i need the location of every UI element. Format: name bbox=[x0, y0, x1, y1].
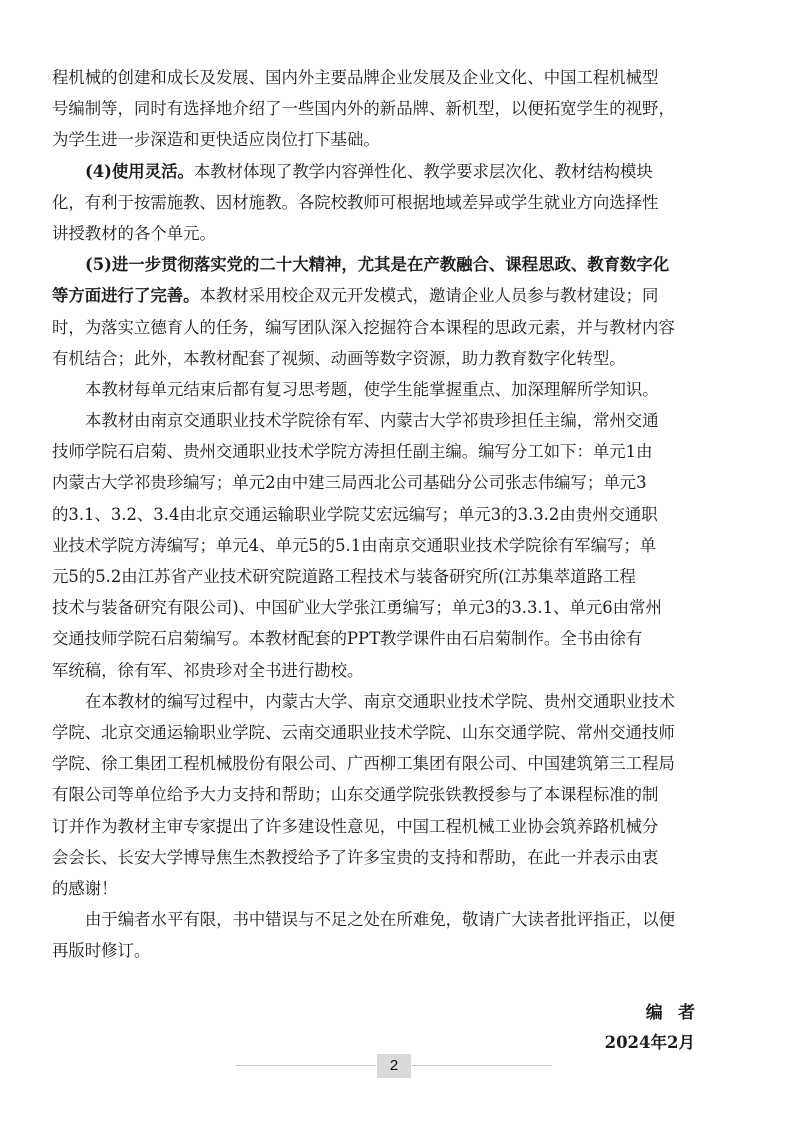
text-line: 会会长、长安大学博导焦生杰教授给予了许多宝贵的支持和帮助，在此一并表示由衷 bbox=[52, 847, 659, 867]
text-line: 元5的5.2由江苏省产业技术研究院道路工程技术与装备研究所(江苏集萃道路工程 bbox=[52, 567, 636, 586]
text-line: 订并作为教材主审专家提出了许多建设性意见，中国工程机械工业协会筑养路机械分 bbox=[52, 816, 659, 836]
text-line: 军统稿，徐有军、祁贵珍对全书进行勘校。 bbox=[52, 660, 364, 680]
text-line: 的3.1、3.2、3.4由北京交通运输职业学院艾宏远编写；单元3的3.3.2由贵州交通职 bbox=[52, 504, 658, 524]
signature-editor: 编者 bbox=[645, 1003, 711, 1023]
page-number: 2 bbox=[377, 1054, 411, 1078]
text-line: 技术与装备研究有限公司)、中国矿业大学张江勇编写；单元3的3.3.1、单元6由常州 bbox=[52, 598, 662, 618]
footer-rule-right bbox=[412, 1065, 552, 1066]
text-line: 时，为落实立德育人的任务，编写团队深入挖掘符合本课程的思政元素，并与教材内容 bbox=[52, 317, 675, 337]
body-text bbox=[52, 62, 742, 966]
text-line: 有机结合；此外，本教材配套了视频、动画等数字资源，助力教育数字化转型。 bbox=[52, 348, 626, 368]
text-line: 业技术学院方涛编写；单元4、单元5的5.1由南京交通职业技术学院徐有军编写；单 bbox=[52, 535, 657, 555]
page-footer bbox=[0, 1054, 790, 1078]
text-line: 学院、北京交通运输职业学院、云南交通职业技术学院、山东交通学院、常州交通技师 bbox=[52, 722, 675, 742]
text-line: 程机械的创建和成长及发展、国内外主要品牌企业发展及企业文化、中国工程机械型 bbox=[52, 68, 659, 87]
footer-rule-left bbox=[236, 1065, 376, 1066]
text-line: 由于编者水平有限，书中错误与不足之处在所难免，敬请广大读者批评指正，以便 bbox=[85, 910, 676, 930]
signature-block bbox=[604, 998, 711, 1058]
text-line: 为学生进一步深造和更快适应岗位打下基础。 bbox=[52, 130, 380, 150]
text-line: 等方面进行了完善。本教材采用校企双元开发模式，邀请企业人员参与教材建设；同 bbox=[52, 286, 659, 306]
text-line: (5)进一步贯彻落实党的二十大精神，尤其是在产教融合、课程思政、教育数字化 bbox=[85, 255, 670, 275]
text-line: 本教材由南京交通职业技术学院徐有军、内蒙古大学祁贵珍担任主编，常州交通 bbox=[85, 411, 659, 431]
text-line: 号编制等，同时有选择地介绍了一些国内外的新品牌、新机型，以便拓宽学生的视野， bbox=[52, 99, 675, 119]
signature-date: 2024年2月 bbox=[604, 1033, 695, 1052]
text-line: 学院、徐工集团工程机械股份有限公司、广西柳工集团有限公司、中国建筑第三工程局 bbox=[52, 754, 675, 774]
text-line: 再版时修订。 bbox=[52, 941, 151, 961]
text-line: 的感谢！ bbox=[52, 878, 118, 898]
text-line: (4)使用灵活。本教材体现了教学内容弹性化、教学要求层次化、教材结构模块 bbox=[85, 161, 653, 181]
text-line: 技师学院石启菊、贵州交通职业技术学院方涛担任副主编。编写分工如下：单元1由 bbox=[52, 442, 653, 462]
text-line: 化，有利于按需施教、因材施教。各院校教师可根据地域差异或学生就业方向选择性 bbox=[52, 192, 659, 212]
text-line: 内蒙古大学祁贵珍编写；单元2由中建三局西北公司基础分公司张志伟编写；单元3 bbox=[52, 473, 647, 493]
text-line: 有限公司等单位给予大力支持和帮助；山东交通学院张铁教授参与了本课程标准的制 bbox=[52, 785, 659, 805]
text-line: 在本教材的编写过程中，内蒙古大学、南京交通职业技术学院、贵州交通职业技术 bbox=[85, 691, 676, 711]
text-line: 本教材每单元结束后都有复习思考题，使学生能掌握重点、加深理解所学知识。 bbox=[85, 379, 659, 399]
text-line: 讲授教材的各个单元。 bbox=[52, 223, 216, 243]
text-line: 交通技师学院石启菊编写。本教材配套的PPT教学课件由石启菊制作。全书由徐有 bbox=[52, 629, 643, 649]
